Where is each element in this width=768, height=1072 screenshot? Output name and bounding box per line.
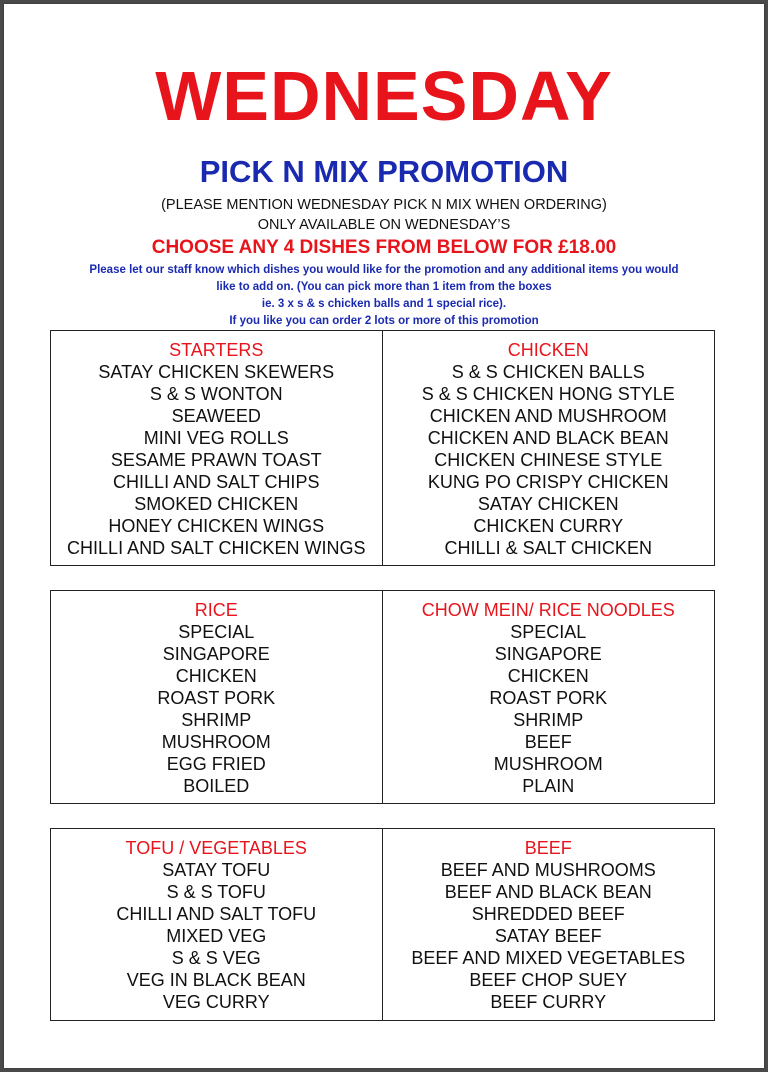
menu-item: SINGAPORE [494,644,602,664]
menu-item: BEEF CHOP SUEY [469,970,628,990]
menu-item: CHILLI & SALT CHICKEN [444,538,652,558]
instruction-line: Please let our staff know which dishes you would like for the promotion and any additional items you would [89,264,679,276]
menu-item: KUNG PO CRISPY CHICKEN [427,472,669,492]
section-beef [383,829,715,1020]
menu-item: SHRIMP [181,710,252,730]
menu-item: SPECIAL [510,622,587,642]
menu-item: CHILLI AND SALT TOFU [116,904,317,924]
menu-item: SATAY CHICKEN SKEWERS [98,362,335,382]
menu-item: SPECIAL [178,622,255,642]
section-heading: TOFU / VEGETABLES [125,838,307,858]
menu-item: CHICKEN AND BLACK BEAN [427,428,669,448]
menu-item: BEEF CURRY [490,992,607,1012]
menu-item: MUSHROOM [161,732,271,752]
menu-box-starters-chicken [50,330,715,566]
menu-item: VEG CURRY [162,992,270,1012]
menu-item: CHICKEN CHINESE STYLE [434,450,663,470]
menu-item: VEG IN BLACK BEAN [126,970,306,990]
menu-item: CHICKEN CURRY [473,516,624,536]
menu-item: BEEF [524,732,572,752]
menu-item: BEEF AND MUSHROOMS [440,860,656,880]
section-starters [51,331,383,565]
menu-item: ROAST PORK [157,688,276,708]
section-heading: CHICKEN [507,340,589,360]
menu-item: SINGAPORE [162,644,270,664]
menu-item: MINI VEG ROLLS [143,428,289,448]
section-heading: CHOW MEIN/ RICE NOODLES [421,600,675,620]
menu-item: ROAST PORK [489,688,608,708]
menu-item: CHICKEN AND MUSHROOM [429,406,667,426]
menu-item: CHILLI AND SALT CHICKEN WINGS [67,538,366,558]
availability-note: ONLY AVAILABLE ON WEDNESDAY’S [257,217,511,233]
menu-item: SATAY TOFU [162,860,271,880]
menu-item: MUSHROOM [493,754,603,774]
promotion-subtitle: PICK N MIX PROMOTION [199,154,569,189]
menu-item: BOILED [183,776,250,796]
section-heading: RICE [194,600,238,620]
menu-item: S & S VEG [171,948,261,968]
menu-item: SHRIMP [513,710,584,730]
menu-item: SATAY CHICKEN [477,494,619,514]
menu-item: S & S CHICKEN BALLS [451,362,645,382]
section-heading: STARTERS [169,340,264,360]
menu-item: SEAWEED [171,406,261,426]
offer-text: CHOOSE ANY 4 DISHES FROM BELOW FOR £18.00 [151,237,617,258]
section-chow-mein [383,591,715,803]
menu-item: EGG FRIED [166,754,266,774]
section-tofu-vegetables [51,829,383,1020]
mention-note: (PLEASE MENTION WEDNESDAY PICK N MIX WHEN ORDERING) [161,197,607,213]
menu-item: S & S TOFU [166,882,266,902]
menu-box-rice-noodles [50,590,715,804]
menu-item: CHICKEN [507,666,589,686]
menu-item: CHILLI AND SALT CHIPS [113,472,320,492]
menu-item: SATAY BEEF [494,926,602,946]
menu-item: S & S WONTON [149,384,283,404]
menu-item: HONEY CHICKEN WINGS [108,516,325,536]
menu-item: S & S CHICKEN HONG STYLE [421,384,675,404]
instruction-line: ie. 3 x s & s chicken balls and 1 special rice). [261,298,507,310]
menu-item: SESAME PRAWN TOAST [110,450,322,470]
menu-item: MIXED VEG [166,926,267,946]
menu-item: CHICKEN [175,666,257,686]
menu-item: SHREDDED BEEF [471,904,625,924]
page-title: WEDNESDAY [155,57,613,135]
section-rice [51,591,383,803]
menu-box-tofu-beef [50,828,715,1021]
instruction-line: If you like you can order 2 lots or more of this promotion [229,315,539,327]
instruction-line: like to add on. (You can pick more than 1 item from the boxes [216,281,552,293]
section-heading: BEEF [524,838,572,858]
menu-item: BEEF AND MIXED VEGETABLES [411,948,686,968]
section-chicken [383,331,715,565]
menu-item: BEEF AND BLACK BEAN [444,882,652,902]
menu-item: SMOKED CHICKEN [134,494,299,514]
menu-item: PLAIN [522,776,575,796]
